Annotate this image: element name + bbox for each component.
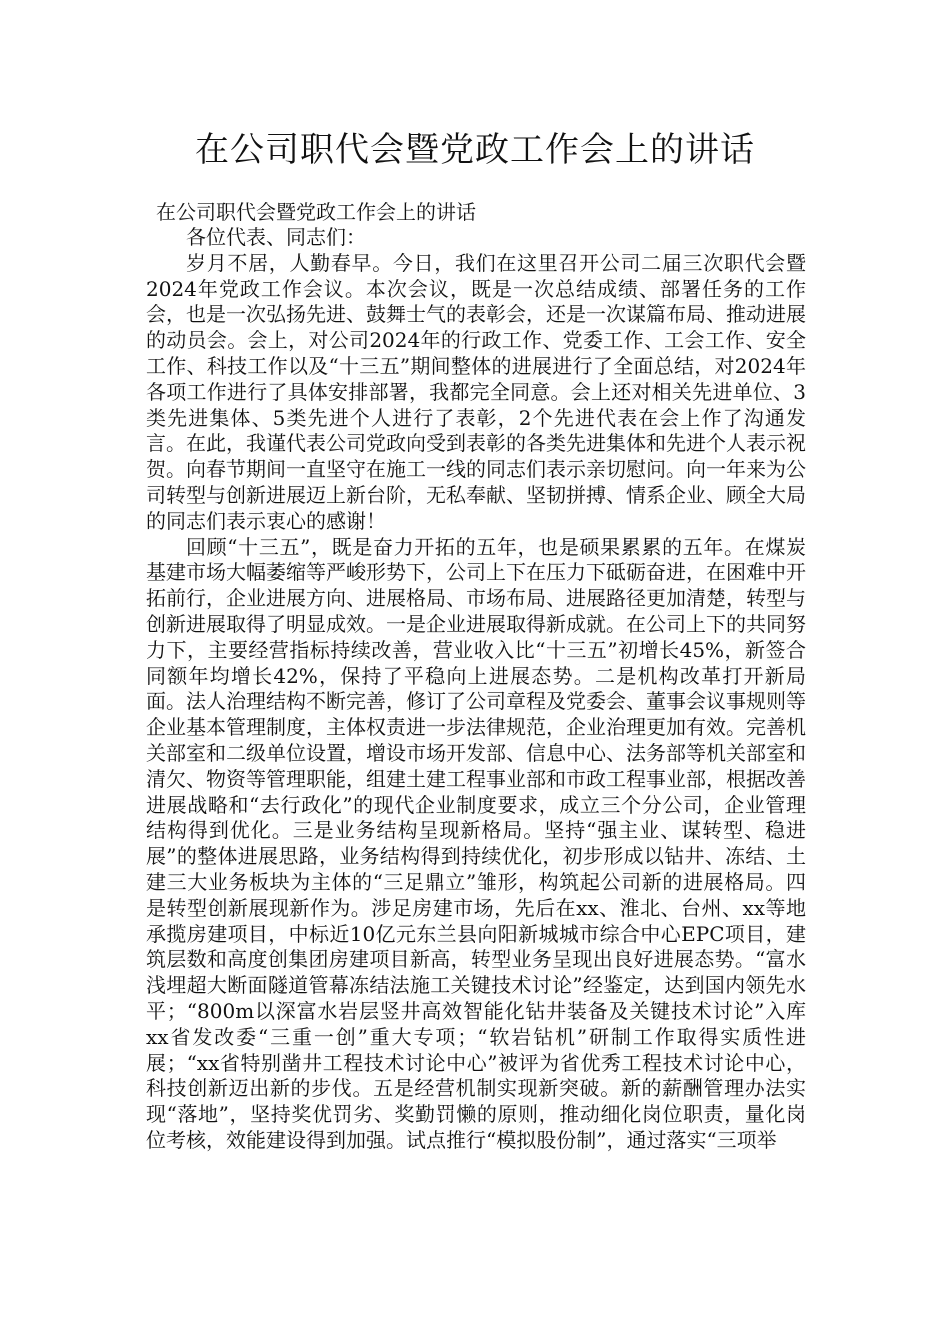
salutation: 各位代表、同志们： — [186, 225, 366, 249]
paragraph: 岁月不居，人勤春早。今日，我们在这里召开公司二届三次职代会暨2024年党政工作会议。本次会议，既是一次总结成绩、部署任务的工作会，也是一次弘扬先进、鼓舞士气的表彰会，还是一次谋篇布局、推动进展的动员会。会上，对公司2024年的行政工作、党委工作、工会工作、安全工作、科技工作以及“十三五”期间整体的进展进行了全面总结，对2024年各项工作进行了具体安排部署，我都完全同意。会上还对相关先进单位、3类先进集体、5类先进个人进行了表彰，2个先进代表在会上作了沟通发言。在此，我谨代表公司党政向受到表彰的各类先进集体和先进个人表示祝贺。向春节期间一直坚守在施工一线的同志们表示亲切慰问。向一年来为公司转型与创新进展迈上新台阶，无私奉献、坚韧拼搏、情系企业、顾全大局的同志们表示衷心的感谢！ — [146, 250, 806, 533]
document-subtitle: 在公司职代会暨党政工作会上的讲话 — [156, 200, 476, 224]
paragraph: 回顾“十三五”，既是奋力开拓的五年，也是硕果累累的五年。在煤炭基建市场大幅萎缩等严峻形势下，公司上下在压力下砥砺奋进，在困难中开拓前行，企业进展方向、进展格局、市场布局、进展路径更加清楚，转型与创新进展取得了明显成效。一是企业进展取得新成就。在公司上下的共同努力下，主要经营指标持续改善，营业收入比“十三五”初增长45%，新签合同额年均增长42%，保持了平稳向上进展态势。二是机构改革打开新局面。法人治理结构不断完善，修订了公司章程及党委会、董事会议事规则等企业基本管理制度，主体权责进一步法律规范，企业治理更加有效。完善机关部室和二级单位设置，增设市场开发部、信息中心、法务部等机关部室和清欠、物资等管理职能，组建土建工程事业部和市政工程事业部，根据改善进展战略和“去行政化”的现代企业制度要求，成立三个分公司，企业管理结构得到优化。三是业务结构呈现新格局。坚持“强主业、谋转型、稳进展”的整体进展思路，业务结构得到持续优化，初步形成以钻井、冻结、土建三大业务板块为主体的“三足鼎立”雏形，构筑起公司新的进展格局。四是转型创新展现新作为。涉足房建市场，先后在xx、淮北、台州、xx等地承揽房建项目，中标近10亿元东兰县向阳新城城市综合中心EPC项目，建筑层数和高度创集团房建项目新高，转型业务呈现出良好进展态势。“富水浅埋超大断面隧道管幕冻结法施工关键技术讨论”经鉴定，达到国内领先水平；“800m以深富水岩层竖井高效智能化钻井装备及关键技术讨论”入库xx省发改委“三重一创”重大专项；“软岩钻机”研制工作取得实质性进展；“xx省特别凿井工程技术讨论中心”被评为省优秀工程技术讨论中心，科技创新迈出新的步伐。五是经营机制实现新突破。新的薪酬管理办法实现“落地”，坚持奖优罚劣、奖勤罚懒的原则，推动细化岗位职责，量化岗位考核，效能建设得到加强。试点推行“模拟股份制”，通过落实“三项举 — [146, 534, 806, 1152]
document-title: 在公司职代会暨党政工作会上的讲话 — [195, 130, 755, 170]
document-body — [146, 225, 806, 1154]
